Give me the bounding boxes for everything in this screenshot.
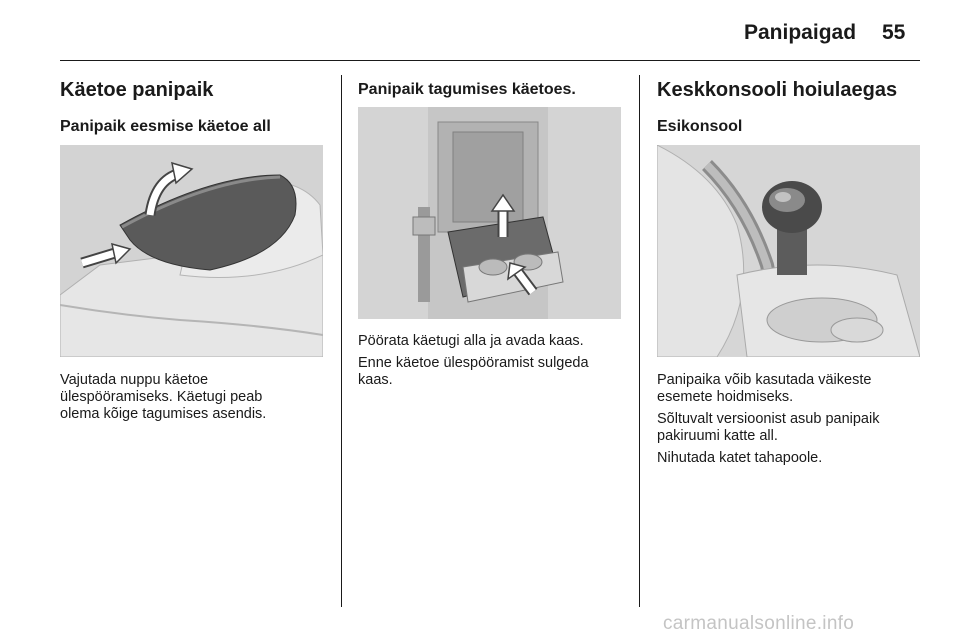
paragraph: Nihutada katet tahapoole. bbox=[657, 450, 823, 466]
text-line: kaas. bbox=[358, 372, 393, 388]
column-rear-armrest bbox=[358, 78, 628, 100]
front-console-illustration bbox=[657, 145, 920, 357]
column-divider bbox=[341, 75, 342, 607]
text-line: olema kõige tagumises asendis. bbox=[60, 406, 267, 422]
sub-heading: Panipaik tagumises käetoes. bbox=[358, 81, 576, 98]
column-divider bbox=[639, 75, 640, 607]
rear-armrest-illustration bbox=[358, 107, 621, 319]
text-line: ülespööramiseks. Käetugi peab bbox=[60, 389, 263, 405]
text-line: esemete hoidmiseks. bbox=[657, 389, 794, 405]
header-divider bbox=[60, 60, 920, 61]
section-title: Panipaigad bbox=[744, 21, 857, 44]
text-line: Sõltuvalt versioonist asub panipaik bbox=[657, 411, 880, 427]
body-text bbox=[657, 372, 927, 467]
text-line: Enne käetoe ülespööramist sulgeda bbox=[358, 355, 589, 371]
sub-heading: Esikonsool bbox=[657, 118, 743, 135]
text-line: Vajutada nuppu käetoe bbox=[60, 372, 209, 388]
paragraph: Pöörata käetugi alla ja avada kaas. bbox=[358, 333, 584, 349]
page-number: 55 bbox=[882, 21, 906, 44]
column-front-armrest bbox=[60, 78, 330, 137]
front-armrest-illustration bbox=[60, 145, 323, 357]
text-line: Panipaika võib kasutada väikeste bbox=[657, 372, 872, 388]
sub-heading: Panipaik eesmise käetoe all bbox=[60, 118, 271, 135]
watermark: carmanualsonline.info bbox=[663, 613, 855, 634]
column-console-storage bbox=[657, 78, 927, 137]
section-heading: Käetoe panipaik bbox=[60, 79, 214, 101]
body-text bbox=[60, 372, 330, 423]
section-heading: Keskkonsooli hoiulaegas bbox=[657, 79, 898, 101]
text-line: pakiruumi katte all. bbox=[657, 428, 778, 444]
body-text bbox=[358, 333, 628, 389]
